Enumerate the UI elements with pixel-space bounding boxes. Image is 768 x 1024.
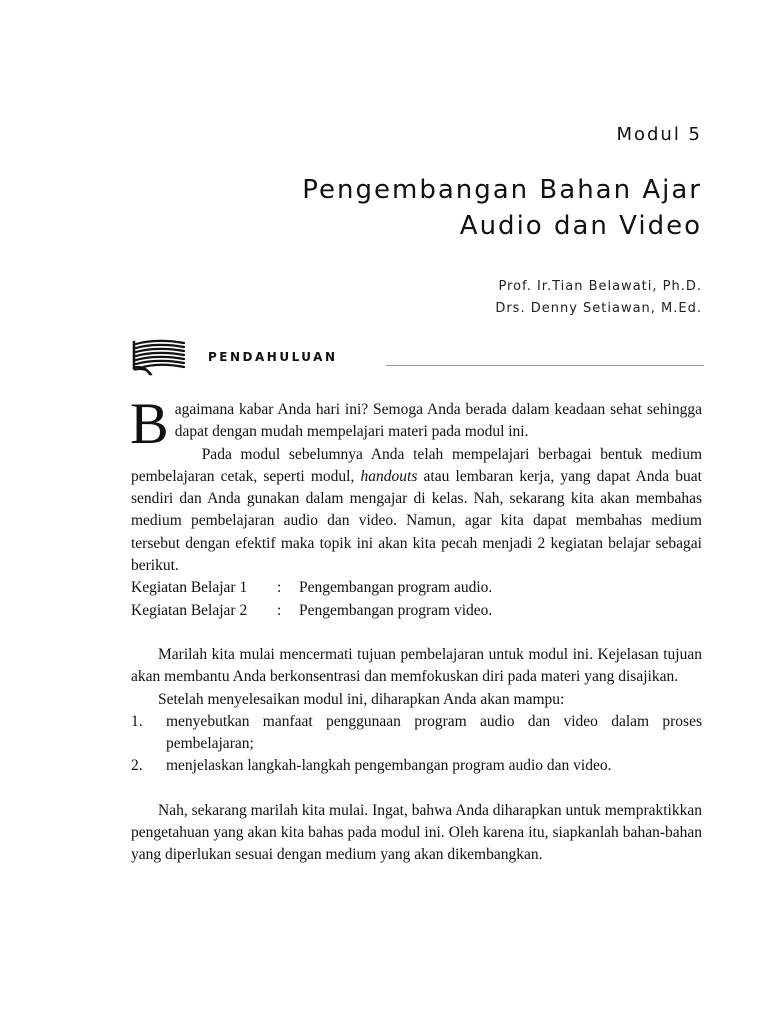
intro-text: agaimana kabar Anda hari ini? Semoga Anda berada dalam keadaan sehat sehingga dapat dengan mudah mempelajari materi pada modul ini. (174, 401, 702, 441)
section-label: PENDAHULUAN (208, 350, 338, 364)
body-text (130, 391, 702, 867)
title-line-1: Pengembangan Bahan Ajar (302, 175, 702, 205)
drop-cap: B (130, 391, 169, 456)
section-header (130, 338, 704, 378)
intro-paragraph (130, 391, 702, 456)
title-line-2: Audio dan Video (459, 211, 702, 241)
handouts-term: handouts (360, 467, 418, 485)
activity-separator: : (277, 601, 282, 619)
activity-label: Kegiatan Belajar 2 (131, 601, 248, 619)
paragraph-2-text-a: Pada modul sebelumnya Anda telah mempelajari berbagai bentuk medium pembelajaran cetak, seperti modul, (131, 445, 702, 485)
activity-separator: : (277, 579, 282, 597)
paragraph-3: Marilah kita mulai mencermati tujuan pembelajaran untuk modul ini. Kejelasan tujuan akan membantu Anda berkonsentrasi dan memfokuskan diri pada materi yang disajikan. (131, 645, 702, 686)
module-label: Modul 5 (616, 124, 702, 145)
objective-item (131, 711, 702, 756)
activity-row (131, 577, 702, 599)
activity-text: Pengembangan program video. (299, 601, 493, 619)
module-title (302, 172, 702, 244)
authors (495, 276, 702, 320)
author-1: Prof. Ir.Tian Belawati, Ph.D. (498, 279, 702, 294)
paragraph-2 (131, 444, 702, 578)
spacer (131, 622, 702, 644)
paragraph-4: Setelah menyelesaikan modul ini, diharapkan Anda akan mampu: (158, 690, 565, 708)
open-book-icon (130, 338, 188, 376)
activity-label: Kegiatan Belajar 1 (131, 579, 248, 597)
section-divider (386, 365, 704, 366)
activity-text: Pengembangan program audio. (299, 579, 493, 597)
objective-number: 2. (131, 757, 143, 775)
spacer (131, 778, 702, 800)
objective-text: menyebutkan manfaat penggunaan program audio dan video dalam proses pembelajaran; (166, 712, 702, 753)
objective-text: menjelaskan langkah-langkah pengembangan program audio dan video. (166, 757, 612, 775)
paragraph-5: Nah, sekarang marilah kita mulai. Ingat, bahwa Anda diharapkan untuk mempraktikkan pengetahuan yang akan kita bahas pada modul ini. Oleh karena itu, siapkanlah bahan-bahan yang diperlukan sesuai dengan medium yang akan dikembangkan. (131, 801, 702, 864)
activity-row (131, 600, 702, 622)
author-2: Drs. Denny Setiawan, M.Ed. (495, 301, 702, 316)
objective-item (131, 755, 702, 777)
objective-number: 1. (131, 712, 143, 730)
paragraph-2-text-b: atau lembaran kerja, yang dapat Anda buat sendiri dan Anda gunakan dalam mengajar di kelas. Nah, sekarang kita akan membahas medium pembelajaran audio dan video. Namun, agar kita dapat membahas medium tersebut dengan efektif maka topik ini akan kita pecah menjadi 2 kegiatan belajar sebagai berikut. (131, 467, 702, 575)
